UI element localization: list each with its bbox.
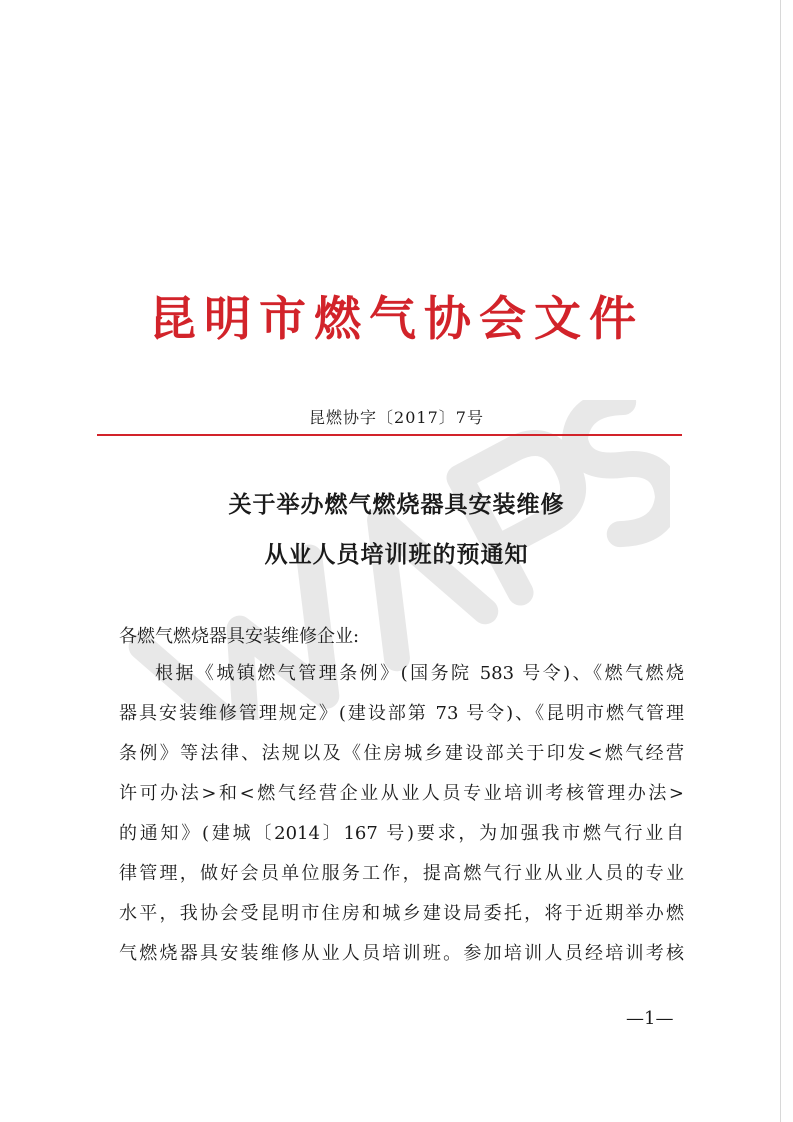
body-line: 许可办法>和<燃气经营企业从业人员专业培训考核管理办法> bbox=[119, 783, 684, 804]
body-line: 水平，我协会受昆明市住房和城乡建设局委托，将于近期举办燃 bbox=[119, 903, 684, 924]
salutation: 各燃气燃烧器具安装维修企业: bbox=[119, 626, 360, 647]
org-document-header: 昆明市燃气协会文件 bbox=[149, 292, 644, 347]
document-number: 昆燃协字〔2017〕7号 bbox=[309, 408, 484, 427]
notice-title-line-2: 从业人员培训班的预通知 bbox=[264, 542, 529, 568]
notice-title-line-1: 关于举办燃气燃烧器具安装维修 bbox=[228, 492, 565, 518]
body-line: 气燃烧器具安装维修从业人员培训班。参加培训人员经培训考核 bbox=[119, 943, 684, 964]
body-line: 器具安装维修管理规定》(建设部第 73 号令)、《昆明市燃气管理 bbox=[119, 703, 684, 724]
header-divider bbox=[97, 434, 682, 436]
body-line: 律管理，做好会员单位服务工作，提高燃气行业从业人员的专业 bbox=[119, 863, 684, 884]
page-number: —1— bbox=[626, 1008, 674, 1029]
body-line: 根据《城镇燃气管理条例》(国务院 583 号令)、《燃气燃烧 bbox=[155, 663, 684, 684]
body-line: 条例》等法律、法规以及《住房城乡建设部关于印发<燃气经营 bbox=[119, 743, 684, 764]
body-line: 的通知》(建城〔2014〕167 号)要求，为加强我市燃气行业自 bbox=[119, 823, 684, 844]
